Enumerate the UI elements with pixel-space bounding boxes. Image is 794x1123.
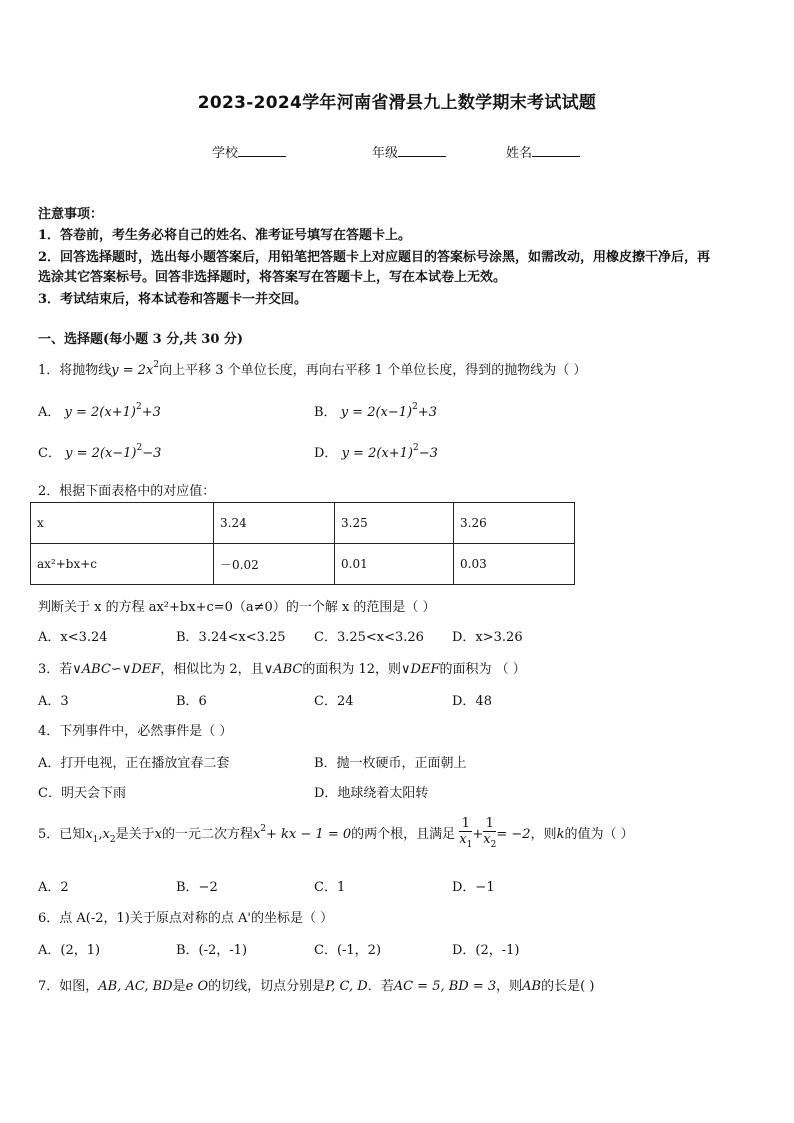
q4-option-c: C．明天会下雨 <box>38 786 126 801</box>
school-field <box>212 142 286 161</box>
q5-stem: 5．已知$x_1,x_2$是关于x的一元二次方程$x^2+$ kx − 1 = 0的两个根，且满足 $\frac{1}{x_1}$ + $\frac{1}{x_2}$ = −2，则k的值为（ ） <box>38 816 634 850</box>
q1-b-tail: +3 <box>417 405 438 420</box>
q1-b-main: y = 2(x−1) <box>340 405 413 420</box>
table-cell: 3.26 <box>454 503 575 544</box>
q3-mid: ，相似比为 2，且 <box>160 662 264 677</box>
q6-option-a: A．(2，1) <box>38 943 101 958</box>
q6-option-b: B．(-2，-1) <box>176 943 248 958</box>
q7-mid3: ．若 <box>367 979 394 994</box>
q4-option-d: D．地球绕着太阳转 <box>314 786 429 801</box>
q1-option-a <box>38 401 161 420</box>
q5-option-d: D．−1 <box>452 880 495 895</box>
q5-option-a: A．2 <box>38 880 69 895</box>
notice-heading: 注意事项： <box>38 207 104 222</box>
q1-b-exp: 2 <box>412 402 418 412</box>
q1-a-main: y = 2(x+1) <box>64 405 136 420</box>
section-heading: 一、选择题(每小题 3 分,共 30 分) <box>38 332 244 347</box>
table-cell: ax²+bx+c <box>31 544 214 585</box>
q1-a-label: A． <box>38 405 61 420</box>
q1-b-label: B． <box>314 405 337 420</box>
q3-option-c: C．24 <box>314 694 354 709</box>
q2-table <box>30 502 575 585</box>
q2-option-c: C．3.25<x<3.26 <box>314 630 424 645</box>
q3-mid2: 的面积为 12，则 <box>302 662 402 677</box>
q7-pts: P, C, D <box>325 979 368 994</box>
q1-d-main: y = 2(x+1) <box>341 446 413 461</box>
name-label: 姓名 <box>506 146 533 161</box>
q1-a-exp: 2 <box>135 402 142 412</box>
notice-item-1: 1．答卷前，考生务必将自己的姓名、准考证号填写在答题卡上。 <box>38 228 412 243</box>
q5-eq-exp: 2 <box>260 824 267 834</box>
q1-eq: y = 2x <box>111 363 154 378</box>
table-cell: 3.25 <box>335 503 454 544</box>
q1-pre: 1．将抛物线 <box>38 363 112 378</box>
q4-stem: 4．下列事件中，必然事件是（ ） <box>38 724 233 739</box>
notice-item-2-cont: 选涂其它答案标号。回答非选择题时，将答案写在答题卡上，写在本试卷上无效。 <box>38 270 507 285</box>
q1-option-c <box>38 442 161 461</box>
q7-mid: 是 <box>172 979 186 994</box>
q5-mid: 是关于 <box>115 827 155 842</box>
q3-option-b: B．6 <box>176 694 207 709</box>
q5-eq2: = −2 <box>496 827 531 842</box>
q4-option-b: B．抛一枚硬币，正面朝上 <box>314 756 467 771</box>
q5-x2-sub: 2 <box>109 835 116 845</box>
q7-post2: 的长是( ) <box>541 979 595 994</box>
notice-item-3: 3．考试结束后，将本试卷和答题卡一并交回。 <box>38 292 308 307</box>
table-row <box>31 503 575 544</box>
q1-d-tail: −3 <box>418 446 438 461</box>
q5-frac-2: $\frac{1}{x_2}$ <box>483 816 497 850</box>
grade-field <box>372 142 446 161</box>
q5-x: x <box>154 827 162 842</box>
q7-mid2: 的切线，切点分别是 <box>208 979 326 994</box>
name-field <box>506 142 580 161</box>
table-cell: x <box>31 503 214 544</box>
q5-x1-sub: 1 <box>92 835 99 845</box>
q5-x2: x <box>102 827 110 842</box>
q3-stem <box>38 658 526 677</box>
q5-frac-1: $\frac{1}{x_1}$ <box>459 816 473 850</box>
school-blank <box>238 144 286 157</box>
q4-option-a: A．打开电视，正在播放宜春二套 <box>38 756 230 771</box>
q1-c-exp: 2 <box>136 443 143 453</box>
q7-circle: e O <box>185 979 209 994</box>
notice-item-2: 2．回答选择题时，选出每小题答案后，用铅笔把答题卡上对应题目的答案标号涂黑，如需改动，用橡皮擦干净后，再 <box>38 250 711 265</box>
q1-c-tail: −3 <box>142 446 162 461</box>
q7-cond: AC = 5, BD = 3 <box>393 979 497 994</box>
q3-tri1: ∨ABC <box>263 662 303 677</box>
q7-ab: AB <box>522 979 542 994</box>
q1-stem <box>38 359 586 378</box>
q1-d-exp: 2 <box>413 443 419 453</box>
q7-post1: ，则 <box>496 979 523 994</box>
q5-post2: 的值为（ ） <box>564 827 634 842</box>
q7-stem <box>38 975 594 994</box>
q5-post1: ，则 <box>530 827 557 842</box>
page-title: 2023-2024学年河南省滑县九上数学期末考试试题 <box>197 93 597 113</box>
grade-label: 年级 <box>372 146 399 161</box>
q5-eq-rest: + kx − 1 = 0 <box>266 827 352 842</box>
q6-option-d: D．(2，-1) <box>452 943 520 958</box>
q3-option-a: A．3 <box>38 694 69 709</box>
q3-post: 的面积为 （ ） <box>439 662 526 677</box>
q6-option-c: C．(-1，2) <box>314 943 382 958</box>
q6-stem: 6．点 A(-2，1)关于原点对称的点 A'的坐标是（ ） <box>38 911 334 926</box>
q5-option-b: B．−2 <box>176 880 218 895</box>
q1-c-main: y = 2(x−1) <box>65 446 137 461</box>
q2-option-d: D．x>3.26 <box>452 630 523 645</box>
q1-c-label: C． <box>38 446 61 461</box>
q2-stem: 2．根据下面表格中的对应值： <box>38 484 216 499</box>
table-cell: －0.02 <box>214 544 335 585</box>
q5-x1: x <box>85 827 93 842</box>
q5-eq: x <box>252 827 261 842</box>
q3-rel: ∨ABC∽∨DEF <box>72 662 161 677</box>
q5-mid3: 的两个根，且满足 <box>351 827 456 842</box>
q5-k: k <box>556 827 565 842</box>
q1-d-label: D． <box>314 446 338 461</box>
q2-option-b: B．3.24<x<3.25 <box>176 630 286 645</box>
table-cell: 0.01 <box>335 544 454 585</box>
q2-judge: 判断关于 x 的方程 ax²+bx+c=0（a≠0）的一个解 x 的范围是（ ） <box>38 600 436 615</box>
q5-option-c: C．1 <box>314 880 346 895</box>
q7-lines: AB, AC, BD <box>98 979 173 994</box>
q5-mid2: 的一元二次方程 <box>161 827 253 842</box>
grade-blank <box>398 144 446 157</box>
q1-post: 向上平移 3 个单位长度，再向右平移 1 个单位长度，得到的抛物线为（ ） <box>159 363 587 378</box>
q1-option-d <box>314 442 438 461</box>
table-cell: 3.24 <box>214 503 335 544</box>
name-blank <box>532 144 580 157</box>
q7-pre: 7．如图， <box>38 979 99 994</box>
table-row <box>31 544 575 585</box>
q1-option-b <box>314 401 437 420</box>
q3-pre: 3．若 <box>38 662 73 677</box>
q3-option-d: D．48 <box>452 694 492 709</box>
table-cell: 0.03 <box>454 544 575 585</box>
q2-option-a: A．x<3.24 <box>38 630 108 645</box>
q1-exp: 2 <box>153 360 160 370</box>
school-label: 学校 <box>212 146 239 161</box>
q3-tri2: ∨DEF <box>401 662 440 677</box>
q5-pre: 5．已知 <box>38 827 86 842</box>
q1-a-tail: +3 <box>141 405 161 420</box>
